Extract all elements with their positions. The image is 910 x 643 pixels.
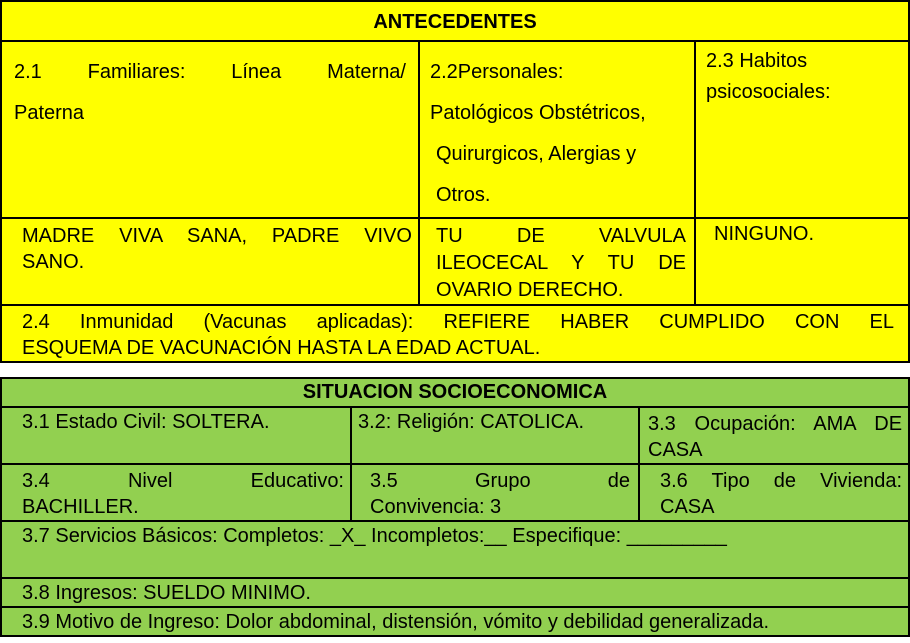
familiares-value-line1: MADRE VIVA SANA, PADRE VIVO (22, 225, 412, 247)
nivel-educativo-cell (1, 464, 351, 521)
motivo-ingreso: 3.9 Motivo de Ingreso: Dolor abdominal, distensión, vómito y debilidad generalizada. (22, 611, 770, 633)
familiares-label-line1: 2.1 Familiares: Línea Materna/ (14, 61, 406, 83)
ingresos: 3.8 Ingresos: SUELDO MINIMO. (22, 582, 311, 604)
socioeconomica-title: SITUACION SOCIOECONOMICA (1, 378, 909, 407)
personales-value-line2: ILEOCECAL Y TU DE (436, 252, 686, 274)
socioeconomica-table (0, 377, 910, 637)
habitos-label-line1: 2.3 Habitos (706, 50, 808, 72)
personales-label-line2: Patológicos Obstétricos, (430, 102, 646, 124)
estado-civil: 3.1 Estado Civil: SOLTERA. (22, 411, 270, 433)
grupo-convivencia-line2: Convivencia: 3 (370, 496, 502, 518)
personales-label-line1: 2.2Personales: (430, 61, 564, 83)
servicios-basicos-cell (1, 521, 909, 578)
ocupacion-line2: CASA (648, 439, 703, 461)
grupo-convivencia-cell (351, 464, 639, 521)
ingresos-cell (1, 578, 909, 607)
personales-value-cell (419, 218, 695, 305)
habitos-value-cell (695, 218, 909, 305)
religion-cell (351, 407, 639, 464)
familiares-label-cell (1, 41, 419, 218)
inmunidad-cell (1, 305, 909, 362)
nivel-educativo-line1: 3.4 Nivel Educativo: (22, 470, 344, 492)
habitos-label-cell (695, 41, 909, 218)
inmunidad-line2: ESQUEMA DE VACUNACIÓN HASTA LA EDAD ACTUAL. (22, 337, 541, 359)
familiares-value-line2: SANO. (22, 251, 85, 273)
familiares-value-cell (1, 218, 419, 305)
personales-label-line3: Quirurgicos, Alergias y (436, 143, 637, 165)
personales-label-cell (419, 41, 695, 218)
habitos-value: NINGUNO. (714, 223, 814, 245)
familiares-label-line2: Paterna (14, 102, 85, 124)
personales-value-line1: TU DE VALVULA (436, 225, 686, 247)
personales-label-line4: Otros. (436, 184, 491, 206)
religion: 3.2: Religión: CATOLICA. (358, 411, 585, 433)
nivel-educativo-line2: BACHILLER. (22, 496, 139, 518)
tipo-vivienda-line2: CASA (660, 496, 715, 518)
ocupacion-line1: 3.3 Ocupación: AMA DE (648, 413, 903, 435)
antecedentes-title: ANTECEDENTES (1, 1, 909, 41)
inmunidad-line1: 2.4 Inmunidad (Vacunas aplicadas): REFIERE HABER CUMPLIDO CON EL (22, 311, 895, 333)
estado-civil-cell (1, 407, 351, 464)
personales-value-line3: OVARIO DERECHO. (436, 279, 624, 301)
grupo-convivencia-line1: 3.5 Grupo de (370, 470, 630, 492)
tipo-vivienda-line1: 3.6 Tipo de Vivienda: (660, 470, 903, 492)
motivo-ingreso-cell (1, 607, 909, 636)
ocupacion-cell (639, 407, 909, 464)
tipo-vivienda-cell (639, 464, 909, 521)
servicios-basicos: 3.7 Servicios Básicos: Completos: _X_ Incompletos:__ Especifique: _________ (22, 525, 727, 547)
habitos-label-line2: psicosociales: (706, 81, 831, 103)
